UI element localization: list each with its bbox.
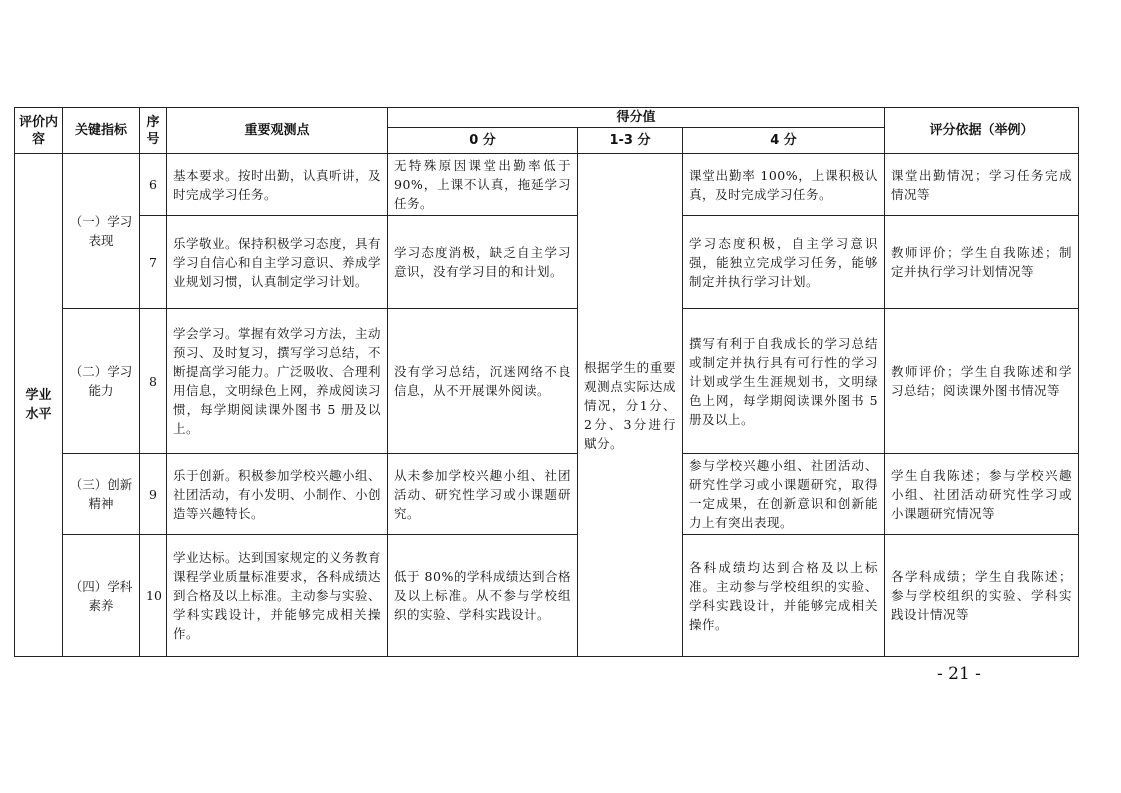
observation-cell: 学业达标。达到国家规定的义务教育课程学业质量标准要求，各科成绩达到合格及以上标准。主动参与实验、学科实践设计，并能够完成相关操作。	[167, 535, 388, 657]
header-content: 评价内容	[15, 108, 63, 154]
header-observation: 重要观测点	[167, 108, 388, 154]
score0-cell: 无特殊原因课堂出勤率低于90%，上课不认真，拖延学习任务。	[388, 154, 578, 216]
score4-cell: 参与学校兴趣小组、社团活动、研究性学习或小课题研究，取得一定成果，在创新意识和创新能力上有突出表现。	[683, 454, 885, 535]
observation-cell: 乐于创新。积极参加学校兴趣小组、社团活动，有小发明、小制作、小创造等兴趣特长。	[167, 454, 388, 535]
score4-cell: 撰写有利于自我成长的学习总结或制定并执行具有可行性的学习计划或学生生涯规划书，文明绿色上网，每学期阅读课外图书 5 册及以上。	[683, 309, 885, 454]
score0-cell: 学习态度消极，缺乏自主学习意识，没有学习目的和计划。	[388, 216, 578, 309]
evaluation-table	[14, 107, 1079, 657]
header-score-1-3: 1-3 分	[578, 128, 683, 154]
score0-cell: 没有学习总结，沉迷网络不良信息，从不开展课外阅读。	[388, 309, 578, 454]
basis-cell: 教师评价；学生自我陈述和学习总结；阅读课外图书情况等	[885, 309, 1079, 454]
header-score-0: 0 分	[388, 128, 578, 154]
header-indicator: 关键指标	[63, 108, 140, 154]
observation-cell: 学会学习。掌握有效学习方法，主动预习、及时复习，撰写学习总结，不断提高学习能力。广泛吸收、合理利用信息，文明绿色上网，养成阅读习惯，每学期阅读课外图书 5 册及以上。	[167, 309, 388, 454]
table-row	[15, 309, 1079, 454]
table-row	[15, 154, 1079, 216]
category-cell: 学业水平	[15, 154, 63, 657]
header-basis: 评分依据（举例）	[885, 108, 1079, 154]
score4-cell: 课堂出勤率 100%，上课积极认真，及时完成学习任务。	[683, 154, 885, 216]
table-row	[15, 454, 1079, 535]
basis-cell: 学生自我陈述；参与学校兴趣小组、社团活动研究性学习或小课题研究情况等	[885, 454, 1079, 535]
header-score: 得分值	[388, 108, 885, 128]
score4-cell: 学习态度积极，自主学习意识强，能独立完成学习任务，能够制定并执行学习计划。	[683, 216, 885, 309]
header-no: 序号	[140, 108, 167, 154]
no-cell: 8	[140, 309, 167, 454]
no-cell: 9	[140, 454, 167, 535]
table-row	[15, 535, 1079, 657]
header-score-4: 4 分	[683, 128, 885, 154]
score13-cell: 根据学生的重要观测点实际达成情况，分1分、2分、3分进行赋分。	[578, 154, 683, 657]
score0-cell: 低于 80%的学科成绩达到合格及以上标准。从不参与学校组织的实验、学科实践设计。	[388, 535, 578, 657]
basis-cell: 教师评价；学生自我陈述；制定并执行学习计划情况等	[885, 216, 1079, 309]
table-row	[15, 216, 1079, 309]
page-number: - 21 -	[937, 664, 981, 684]
no-cell: 10	[140, 535, 167, 657]
score4-cell: 各科成绩均达到合格及以上标准。主动参与学校组织的实验、学科实践设计，并能够完成相关操作。	[683, 535, 885, 657]
basis-cell: 各学科成绩；学生自我陈述；参与学校组织的实验、学科实践设计情况等	[885, 535, 1079, 657]
indicator-cell: （一）学习表现	[63, 154, 140, 309]
observation-cell: 乐学敬业。保持积极学习态度，具有学习自信心和自主学习意识、养成学业规划习惯，认真制定学习计划。	[167, 216, 388, 309]
no-cell: 6	[140, 154, 167, 216]
indicator-cell: （四）学科素养	[63, 535, 140, 657]
observation-cell: 基本要求。按时出勤，认真听讲，及时完成学习任务。	[167, 154, 388, 216]
score0-cell: 从未参加学校兴趣小组、社团活动、研究性学习或小课题研究。	[388, 454, 578, 535]
indicator-cell: （三）创新精神	[63, 454, 140, 535]
basis-cell: 课堂出勤情况；学习任务完成情况等	[885, 154, 1079, 216]
no-cell: 7	[140, 216, 167, 309]
indicator-cell: （二）学习能力	[63, 309, 140, 454]
